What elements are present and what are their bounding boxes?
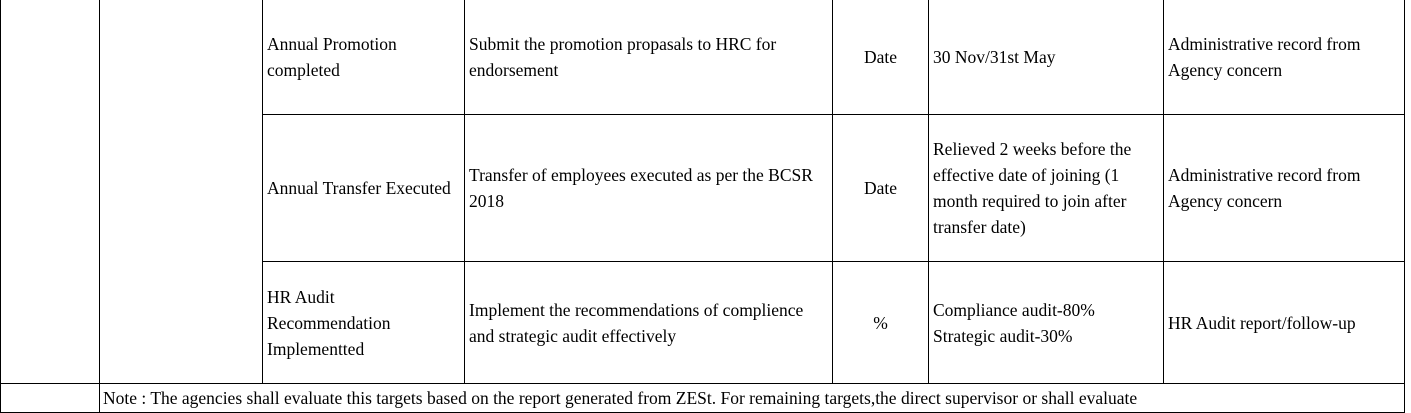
description-cell: Implement the recommendations of complience and strategic audit effectively: [465, 262, 833, 384]
target-cell: 30 Nov/31st May: [929, 0, 1164, 115]
blank-cell: [1, 0, 100, 384]
description-cell: Submit the promotion propasals to HRC for endorsement: [465, 0, 833, 115]
source-cell: HR Audit report/follow-up: [1164, 262, 1405, 384]
blank-cell: [1, 384, 100, 413]
target-cell: Relieved 2 weeks before the effective date of joining (1 month required to join after transfer date): [929, 115, 1164, 262]
indicator-cell: Annual Transfer Executed: [263, 115, 465, 262]
source-cell: Administrative record from Agency concern: [1164, 115, 1405, 262]
indicator-cell: HR Audit Recommendation Implementted: [263, 262, 465, 384]
indicator-cell: Annual Promotion completed: [263, 0, 465, 115]
unit-cell: Date: [833, 0, 929, 115]
unit-cell: Date: [833, 115, 929, 262]
unit-cell: %: [833, 262, 929, 384]
note-text: Note : The agencies shall evaluate this targets based on the report generated from ZESt. For remaining targets,the direct supervisor or shall evaluate: [100, 384, 1405, 413]
target-cell: Compliance audit-80% Strategic audit-30%: [929, 262, 1164, 384]
description-cell: Transfer of employees executed as per the BCSR 2018: [465, 115, 833, 262]
source-cell: Administrative record from Agency concern: [1164, 0, 1405, 115]
table-row: [1, 0, 1405, 115]
note-row: [1, 384, 1405, 413]
blank-cell: [100, 0, 263, 384]
